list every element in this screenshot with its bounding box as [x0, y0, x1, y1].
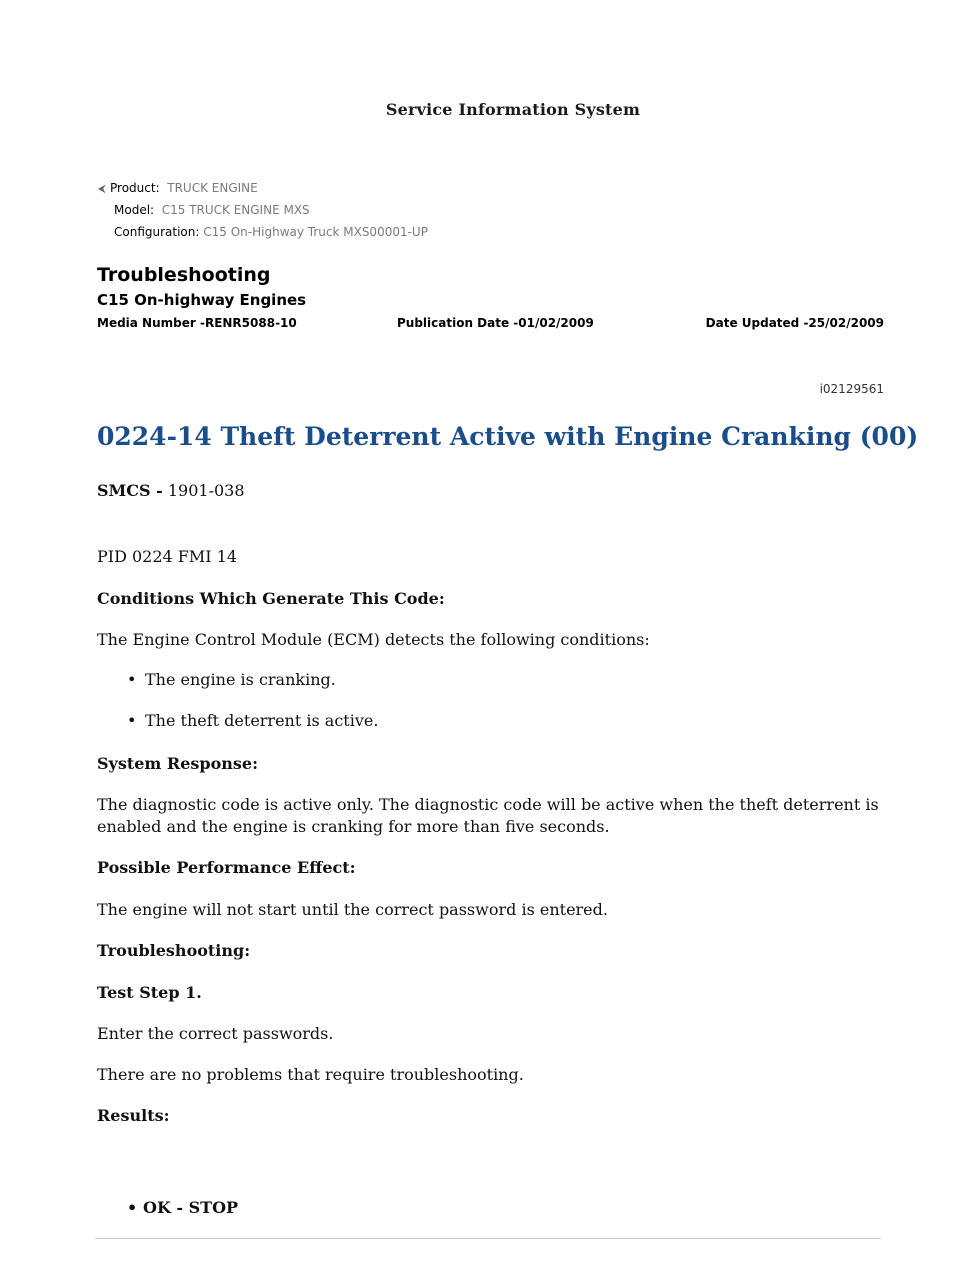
troubleshooting-heading: Troubleshooting:: [97, 941, 251, 960]
configuration-label: Configuration:: [114, 225, 200, 239]
chevron-left-icon[interactable]: ⮜: [98, 182, 106, 195]
smcs-value: 1901-038: [162, 481, 245, 500]
document-id: i02129561: [819, 382, 884, 396]
list-item: • The theft deterrent is active.: [127, 711, 379, 730]
publication-date: Publication Date -01/02/2009: [397, 316, 594, 330]
document-subtitle: C15 On-highway Engines: [97, 291, 307, 309]
date-updated: Date Updated -25/02/2009: [705, 316, 884, 330]
product-row: [98, 181, 258, 196]
bullet-icon: •: [127, 711, 137, 730]
model-row: [98, 203, 310, 217]
product-label: Product:: [110, 181, 160, 195]
smcs-line: [97, 480, 887, 502]
conditions-heading: Conditions Which Generate This Code:: [97, 589, 445, 608]
model-label: Model:: [114, 203, 155, 217]
system-title: Service Information System: [385, 100, 641, 119]
bullet-icon: •: [127, 1198, 138, 1217]
result-ok-stop: • OK - STOP: [127, 1198, 239, 1217]
product-value[interactable]: TRUCK ENGINE: [167, 181, 258, 195]
response-heading: System Response:: [97, 754, 258, 773]
smcs-label: SMCS -: [97, 481, 163, 500]
bullet-icon: •: [127, 670, 137, 689]
model-value[interactable]: C15 TRUCK ENGINE MXS: [161, 203, 310, 217]
results-heading: Results:: [97, 1106, 170, 1125]
media-number: Media Number -RENR5088-10: [97, 316, 297, 330]
section-heading: Troubleshooting: [97, 264, 271, 286]
effect-text: The engine will not start until the correct password is entered.: [97, 900, 608, 919]
pid-text: PID 0224 FMI 14: [97, 547, 238, 566]
conditions-intro: The Engine Control Module (ECM) detects the following conditions:: [97, 630, 650, 649]
step-text: Enter the correct passwords.: [97, 1024, 334, 1043]
effect-heading: Possible Performance Effect:: [97, 858, 356, 877]
footer-divider: [95, 1238, 881, 1239]
test-step-heading: Test Step 1.: [97, 983, 202, 1002]
configuration-row: [98, 225, 428, 239]
page-title: 0224-14 Theft Deterrent Active with Engine Cranking (00): [97, 422, 919, 451]
step-text: There are no problems that require troubleshooting.: [97, 1065, 524, 1084]
list-item: • The engine is cranking.: [127, 670, 336, 689]
configuration-value[interactable]: C15 On-Highway Truck MXS00001-UP: [203, 225, 428, 239]
response-text: The diagnostic code is active only. The diagnostic code will be active when the theft deterrent is enabled and the engine is cranking for more than five seconds.: [97, 795, 879, 836]
